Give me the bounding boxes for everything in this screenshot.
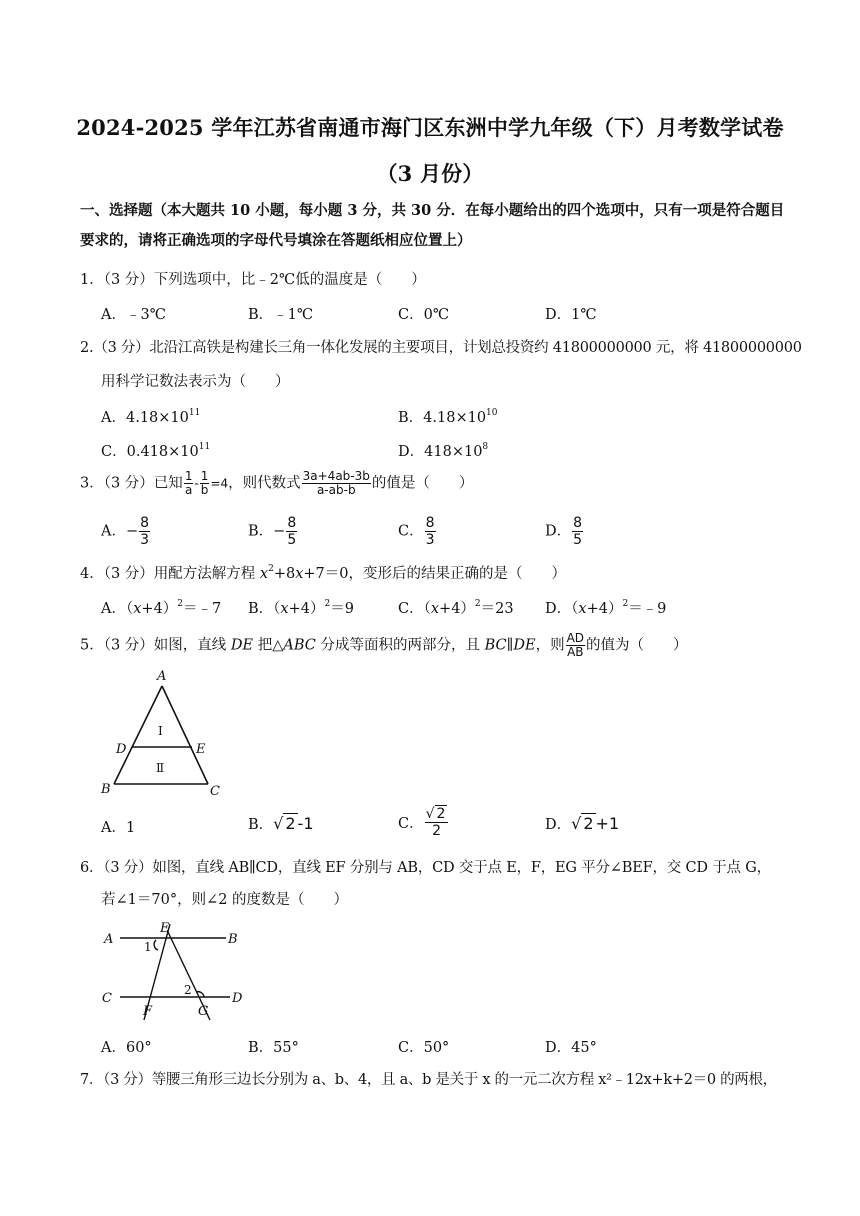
option-base: 0.418×10 bbox=[126, 444, 199, 460]
q3-given-frac-2 bbox=[200, 470, 210, 497]
question-6-line1: 6．（3 分）如图，直线 AB∥CD，直线 EF 分别与 AB，CD 交于点 E，F，EG 平分∠BEF，交 CD 于点 G， bbox=[80, 860, 771, 876]
frac-denominator: 5 bbox=[573, 532, 583, 548]
option-letter: D． bbox=[398, 444, 425, 460]
q4-end: +7＝0，变形后的结果正确的是（ ） bbox=[303, 566, 567, 582]
option-rhs: ＝﹣7 bbox=[183, 601, 222, 617]
option-tail: +1 bbox=[595, 814, 620, 833]
triangle-abc: ABC bbox=[283, 637, 316, 654]
question-2-line1: 2.（3 分）北沿江高铁是构建长三角一体化发展的主要项目，计划总投资约 41800000000 元，将 41800000000 bbox=[80, 340, 802, 356]
frac-numerator: 8 bbox=[573, 515, 583, 531]
option-base: 418×10 bbox=[424, 444, 483, 460]
frac-numerator: √ 2 bbox=[425, 806, 449, 823]
option-letter: C． bbox=[398, 601, 424, 617]
angle-1-label: 1 bbox=[144, 940, 152, 954]
option-letter: A． bbox=[101, 601, 126, 617]
frac-numerator: 8 bbox=[287, 515, 297, 531]
question-7-text: 7．（3 分）等腰三角形三边长分别为 a、b、4，且 a、b 是关于 x 的一元二次方程 x²﹣12x+k+2＝0 的两根， bbox=[80, 1072, 777, 1088]
option-letter: D． bbox=[545, 523, 572, 540]
q1-option-a[interactable]: A．﹣3℃ bbox=[101, 307, 166, 323]
q4-option-b[interactable] bbox=[248, 597, 354, 618]
frac-denominator: 3 bbox=[425, 532, 435, 548]
q1-option-b[interactable]: B．﹣1℃ bbox=[248, 307, 314, 323]
option-tail: +4） bbox=[141, 601, 178, 617]
var-x: x bbox=[259, 566, 269, 582]
q3-prefix: 3．（3 分）已知 bbox=[80, 475, 183, 492]
frac-numerator: 1 bbox=[200, 469, 209, 483]
option-fraction bbox=[425, 515, 436, 548]
label-c: C bbox=[210, 784, 220, 799]
paren: （ bbox=[423, 601, 431, 617]
q3-option-c[interactable] bbox=[398, 515, 437, 548]
label-g: G bbox=[198, 1004, 209, 1019]
radicand: 2 bbox=[436, 806, 446, 822]
q1-option-d[interactable]: D．1℃ bbox=[545, 307, 597, 323]
q1-option-c[interactable]: C．0℃ bbox=[398, 307, 450, 323]
option-letter: A． bbox=[101, 410, 126, 426]
option-letter: B． bbox=[398, 410, 424, 426]
question-6-line2: 若∠1＝70°，则∠2 的度数是（ ） bbox=[101, 892, 349, 908]
q6-option-c[interactable]: C．50° bbox=[398, 1040, 450, 1056]
exam-title: 2024-2025 学年江苏省南通市海门区东洲中学九年级（下）月考数学试卷 bbox=[76, 115, 784, 140]
option-letter: C． bbox=[101, 444, 127, 460]
frac-numerator: 8 bbox=[425, 515, 435, 531]
q5-option-a[interactable] bbox=[101, 816, 135, 837]
option-tail: +4） bbox=[586, 601, 623, 617]
option-exponent: 8 bbox=[482, 442, 489, 452]
exponent: 2 bbox=[622, 599, 629, 609]
option-value: 1 bbox=[125, 820, 136, 836]
q2-option-d[interactable] bbox=[398, 440, 488, 461]
q3-expression bbox=[302, 470, 371, 497]
segment-bc: BC bbox=[484, 637, 507, 654]
q5-mid3: ，则 bbox=[535, 637, 565, 654]
section-heading: 一、选择题（本大题共 10 小题，每小题 3 分，共 30 分．在每小题给出的四个选项中，只有一项是符合题目要求的，请将正确选项的字母代号填涂在答题纸相应位置上） bbox=[80, 202, 785, 249]
option-base: 4.18×10 bbox=[125, 410, 189, 426]
paren: （ bbox=[571, 601, 579, 617]
option-rhs: ＝9 bbox=[330, 601, 354, 617]
q4-mid: +8 bbox=[273, 566, 296, 582]
question-1-text: 1．（3 分）下列选项中，比﹣2℃低的温度是（ ） bbox=[80, 272, 426, 288]
frac-numerator: 8 bbox=[140, 515, 150, 531]
angle-1-arc bbox=[154, 940, 158, 950]
option-letter: A． bbox=[101, 523, 126, 540]
segment-de: DE bbox=[513, 637, 536, 654]
q2-option-a[interactable] bbox=[101, 406, 200, 427]
question-5-text bbox=[80, 632, 688, 659]
option-letter: D． bbox=[545, 817, 572, 833]
q5-option-d[interactable] bbox=[545, 813, 619, 834]
angle-2-label: 2 bbox=[184, 983, 192, 997]
label-f: F bbox=[143, 1004, 153, 1019]
q3-mid: ，则代数式 bbox=[228, 475, 301, 492]
question-3-text bbox=[80, 470, 473, 497]
q4-prefix: 4．（3 分）用配方法解方程 bbox=[80, 566, 260, 582]
option-letter: D． bbox=[545, 601, 572, 617]
q3-given-frac-1 bbox=[184, 470, 194, 497]
label-b: B bbox=[101, 782, 111, 797]
option-tail: +4） bbox=[439, 601, 475, 617]
frac-denominator: 5 bbox=[287, 532, 297, 548]
label-b: B bbox=[228, 932, 238, 947]
frac-denominator: a-ab-b bbox=[316, 483, 356, 497]
q6-option-b[interactable]: B．55° bbox=[248, 1040, 299, 1056]
option-rhs: ＝﹣9 bbox=[628, 601, 667, 617]
frac-denominator: b bbox=[200, 483, 209, 497]
frac-denominator: 2 bbox=[432, 823, 441, 839]
option-fraction bbox=[139, 515, 150, 548]
radicand: 2 bbox=[583, 814, 594, 833]
option-letter: A． bbox=[101, 820, 126, 836]
paren: （ bbox=[125, 601, 134, 617]
exponent: 2 bbox=[474, 599, 481, 609]
q4-option-c[interactable] bbox=[398, 597, 514, 618]
var-x: x bbox=[295, 566, 304, 582]
label-d: D bbox=[232, 991, 243, 1006]
option-exponent: 11 bbox=[198, 442, 211, 452]
sqrt-expression: √ 2 +1 bbox=[571, 814, 620, 833]
q5-mid1: 把△ bbox=[253, 637, 284, 654]
label-c: C bbox=[102, 991, 112, 1006]
frac-numerator: 3a+4ab-3b bbox=[302, 469, 370, 483]
q5-ratio bbox=[566, 632, 585, 659]
label-e: E bbox=[160, 921, 170, 936]
paren: （ bbox=[273, 601, 281, 617]
label-e: E bbox=[196, 742, 206, 757]
label-a: A bbox=[104, 932, 114, 947]
side-ac bbox=[162, 686, 208, 784]
side-ab bbox=[114, 686, 165, 784]
exponent: 2 bbox=[324, 599, 331, 609]
frac-denominator: 3 bbox=[140, 532, 150, 548]
parallel-symbol: ∥ bbox=[506, 637, 514, 654]
q4-option-a[interactable] bbox=[101, 597, 221, 618]
q4-option-d[interactable] bbox=[545, 597, 666, 618]
region-2-label: Ⅱ bbox=[156, 761, 165, 775]
equals-value: =4 bbox=[210, 476, 229, 491]
exponent: 2 bbox=[268, 564, 274, 574]
option-fraction bbox=[572, 515, 583, 548]
q3-suffix: 的值是（ ） bbox=[371, 475, 474, 492]
var-x: x bbox=[280, 601, 289, 617]
q5-prefix: 5．（3 分）如图，直线 bbox=[80, 637, 231, 654]
var-x: x bbox=[430, 601, 440, 617]
q3-option-b[interactable] bbox=[248, 515, 298, 548]
minus-sign: - bbox=[194, 476, 199, 491]
label-a: A bbox=[157, 669, 167, 684]
option-letter: B． bbox=[248, 523, 274, 540]
q5-option-b[interactable] bbox=[248, 813, 314, 834]
option-fraction bbox=[286, 515, 297, 548]
option-letter: B． bbox=[248, 817, 274, 833]
option-exponent: 10 bbox=[486, 408, 498, 418]
q3-option-a[interactable] bbox=[101, 515, 151, 548]
label-d: D bbox=[116, 742, 127, 757]
option-tail: -1 bbox=[297, 814, 314, 833]
q6-parallel-lines-figure bbox=[98, 918, 258, 1026]
minus-sign: − bbox=[273, 523, 286, 540]
q6-option-d[interactable]: D．45° bbox=[545, 1040, 597, 1056]
option-letter: B． bbox=[248, 601, 274, 617]
minus-sign: − bbox=[125, 523, 139, 540]
frac-numerator: AD bbox=[566, 631, 585, 645]
question-2-line2: 用科学记数法表示为（ ） bbox=[101, 374, 290, 390]
region-1-label: Ⅰ bbox=[158, 724, 163, 738]
option-exponent: 11 bbox=[188, 408, 201, 418]
q2-option-c[interactable] bbox=[101, 440, 210, 461]
exam-subtitle: （3 月份） bbox=[376, 161, 484, 186]
frac-numerator: 1 bbox=[184, 469, 193, 483]
var-x: x bbox=[578, 601, 587, 617]
q5-suffix: 的值为（ ） bbox=[586, 637, 688, 654]
var-x: x bbox=[133, 601, 142, 617]
q2-option-b[interactable] bbox=[398, 406, 498, 427]
exponent: 2 bbox=[177, 599, 184, 609]
frac-denominator: a bbox=[184, 483, 193, 497]
radicand: 2 bbox=[285, 814, 296, 833]
frac-denominator: AB bbox=[567, 645, 584, 659]
option-tail: +4） bbox=[288, 601, 325, 617]
q5-mid2: 分成等面积的两部分，且 bbox=[315, 637, 485, 654]
option-base: 4.18×10 bbox=[423, 410, 487, 426]
q5-triangle-figure bbox=[96, 664, 236, 804]
question-4-text bbox=[80, 562, 566, 583]
option-fraction bbox=[425, 806, 449, 839]
q3-option-d[interactable] bbox=[545, 515, 584, 548]
option-letter: C． bbox=[398, 523, 424, 540]
segment-de: DE bbox=[230, 637, 254, 654]
q5-option-c[interactable] bbox=[398, 806, 449, 839]
option-rhs: ＝23 bbox=[480, 601, 514, 617]
option-letter: C． bbox=[398, 816, 424, 832]
sqrt-expression: √ 2 -1 bbox=[273, 814, 314, 833]
q6-option-a[interactable]: A．60° bbox=[101, 1040, 152, 1056]
